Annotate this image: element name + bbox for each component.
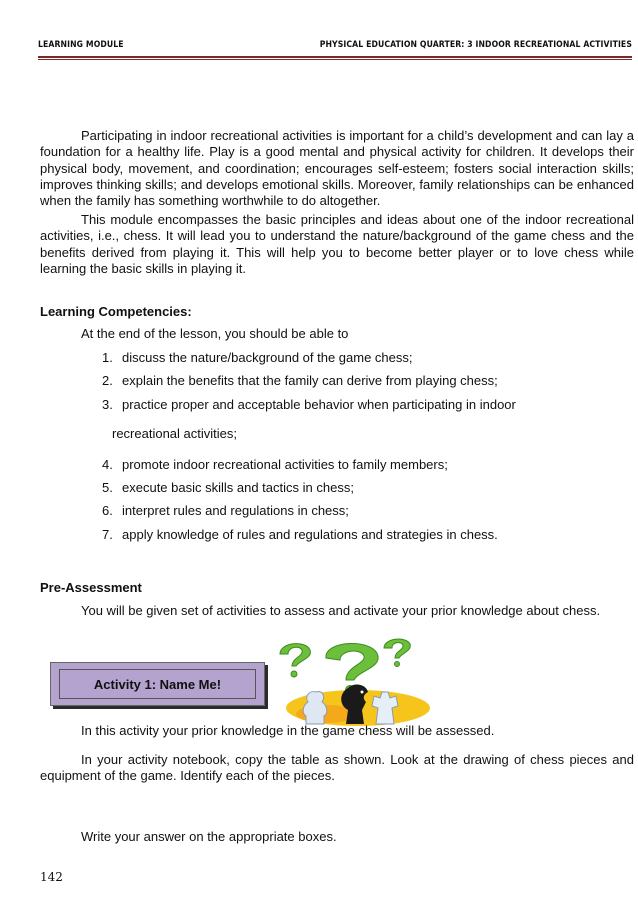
preassessment-text: You will be given set of activities to assess and activate your prior knowledge about chess. xyxy=(81,603,601,618)
activity-text-2-content: In your activity notebook, copy the table as shown. Look at the drawing of chess pieces and equipment of the game. Identify each of the pieces. xyxy=(40,752,634,784)
competency-number: 3. xyxy=(102,397,113,412)
competency-item xyxy=(102,457,448,472)
competency-item xyxy=(102,503,349,518)
competency-number: 7. xyxy=(102,527,113,542)
intro-paragraph-2-text: This module encompasses the basic principles and ideas about one of the indoor recreational activities, i.e., chess. It will lead you to understand the nature/background of the game chess and the benefits derived from playing it. This will help you to become better player or to love chess while learning the basic skills in playing it. xyxy=(40,212,634,276)
competency-number: 6. xyxy=(102,503,113,518)
competency-text: practice proper and acceptable behavior when participating in indoor xyxy=(122,397,516,412)
activity-label: Activity 1: Name Me! xyxy=(59,669,256,699)
header-rule-thin xyxy=(38,59,632,60)
activity-banner xyxy=(50,662,265,706)
activity-text-1: In this activity your prior knowledge in the game chess will be assessed. xyxy=(81,723,495,738)
competency-text: execute basic skills and tactics in chess; xyxy=(122,480,354,495)
activity-text-3: Write your answer on the appropriate boxes. xyxy=(81,829,337,844)
competency-number: 5. xyxy=(102,480,113,495)
question-marks xyxy=(280,639,410,694)
question-marks-chess-clipart-icon xyxy=(266,636,446,728)
competencies-lead: At the end of the lesson, you should be able to xyxy=(81,326,349,341)
competency-text: promote indoor recreational activities to family members; xyxy=(122,457,448,472)
competency-number: 1. xyxy=(102,350,113,365)
intro-paragraph-1 xyxy=(40,128,634,209)
activity-text-2 xyxy=(40,752,634,785)
competency-item xyxy=(102,480,354,495)
header-right: PHYSICAL EDUCATION QUARTER: 3 INDOOR RECREATIONAL ACTIVITIES xyxy=(319,40,632,50)
competency-item xyxy=(102,373,498,388)
competency-text: explain the benefits that the family can derive from playing chess; xyxy=(122,373,498,388)
header-left: LEARNING MODULE xyxy=(38,40,124,50)
competency-text: discuss the nature/background of the game chess; xyxy=(122,350,413,365)
competency-text: apply knowledge of rules and regulations and strategies in chess. xyxy=(122,527,498,542)
competencies-heading: Learning Competencies: xyxy=(40,304,192,319)
header-rule-thick xyxy=(38,56,632,58)
competency-item xyxy=(102,527,498,542)
competency-number: 2. xyxy=(102,373,113,388)
competency-text: interpret rules and regulations in chess; xyxy=(122,503,349,518)
competency-number: 4. xyxy=(102,457,113,472)
chess-pieces xyxy=(303,685,398,724)
competency-item xyxy=(102,397,516,412)
competency-text: recreational activities; xyxy=(112,426,237,441)
intro-paragraph-1-text: Participating in indoor recreational activities is important for a child’s development and can lay a foundation for a healthy life. Play is a good mental and physical activity for children. It develops their physical body, movement, and coordination; encourages self-esteem; fosters social interaction skills; improves thinking skills; and develops emotional skills. Moreover, family relationships can be enhanced when the family has something worthwhile to do altogether. xyxy=(40,128,634,209)
competency-item-continuation xyxy=(112,426,237,441)
competency-item xyxy=(102,350,413,365)
page-number: 142 xyxy=(40,870,63,884)
intro-paragraph-2 xyxy=(40,212,634,277)
preassessment-heading: Pre-Assessment xyxy=(40,580,142,595)
page-header xyxy=(38,40,632,56)
